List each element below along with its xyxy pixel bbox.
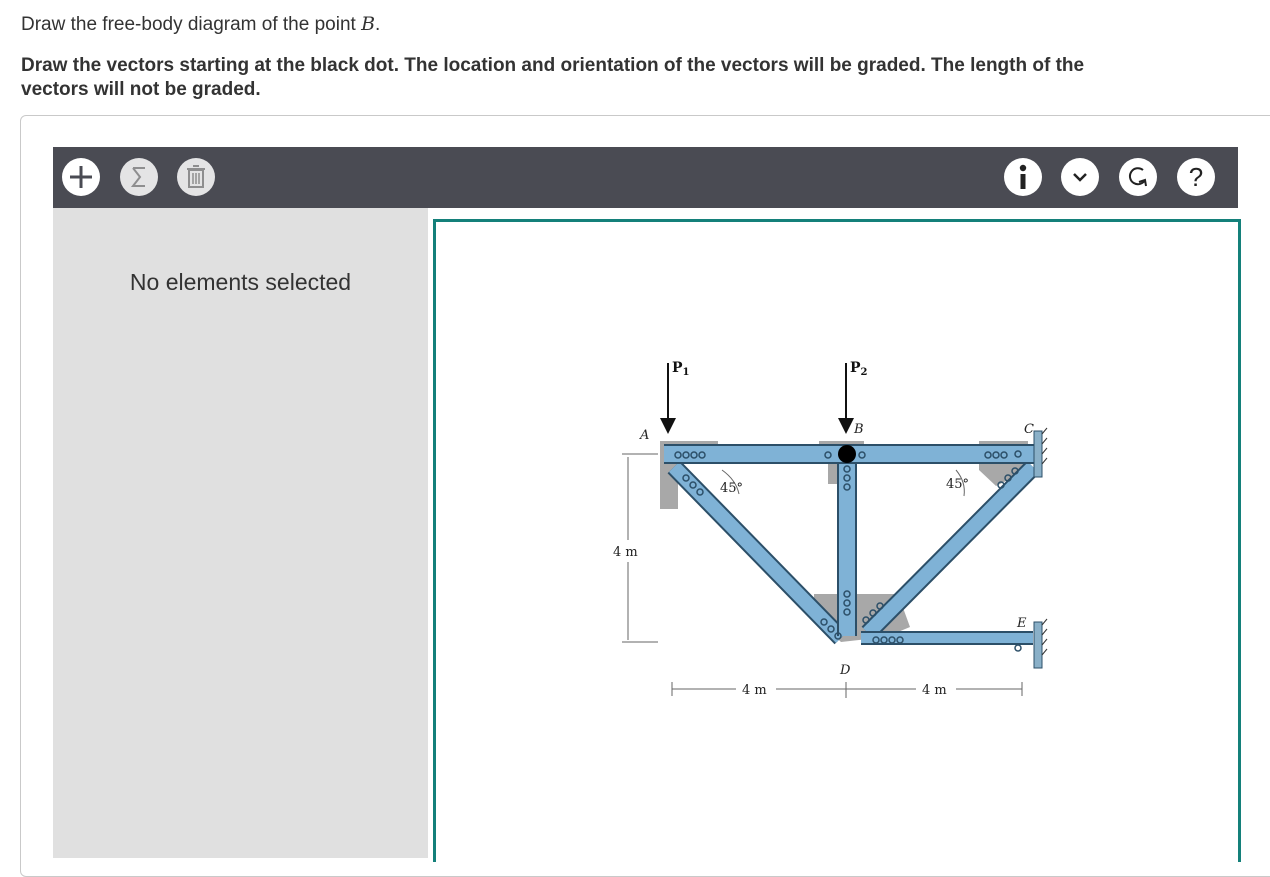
add-button[interactable] xyxy=(62,158,100,196)
help-button[interactable] xyxy=(1177,158,1215,196)
help-icon xyxy=(1177,158,1215,196)
label-b: B xyxy=(854,422,864,437)
point-variable: B xyxy=(361,13,376,35)
info-icon xyxy=(1004,158,1042,196)
p1-label: $P_1$ xyxy=(672,360,690,378)
angle-left-label: 45° xyxy=(720,481,744,496)
label-a: A xyxy=(640,428,650,443)
label-d: D xyxy=(840,663,851,678)
span-left-label: 4 m xyxy=(742,683,767,698)
label-c: C xyxy=(1024,422,1034,437)
truss-figure xyxy=(436,222,1238,862)
point-b-dot[interactable] xyxy=(838,445,856,463)
trash-icon xyxy=(177,158,215,196)
label-e: E xyxy=(1017,616,1027,631)
delete-button[interactable] xyxy=(177,158,215,196)
svg-text:?: ? xyxy=(1188,162,1204,192)
reset-icon xyxy=(1119,158,1157,196)
sigma-icon xyxy=(120,158,158,196)
instruction-text: Draw the vectors starting at the black dot. The location and orientation of the vectors will be graded. The length of the vectors will not be graded. xyxy=(21,55,1085,100)
span-right-label: 4 m xyxy=(922,683,947,698)
toolbar xyxy=(53,147,1238,208)
selection-status: No elements selected xyxy=(129,269,352,295)
drawing-canvas[interactable] xyxy=(433,219,1241,862)
plus-icon xyxy=(62,158,100,196)
question-line xyxy=(21,13,380,36)
info-button[interactable] xyxy=(1004,158,1042,196)
expand-button[interactable] xyxy=(1061,158,1099,196)
question-text: Draw the free-body diagram of the point xyxy=(21,14,356,35)
p2-label: $P_2$ xyxy=(850,360,868,378)
question-period: . xyxy=(375,14,381,35)
reset-button[interactable] xyxy=(1119,158,1157,196)
support-c xyxy=(1034,428,1047,477)
height-label: 4 m xyxy=(613,545,638,560)
sum-button[interactable] xyxy=(120,158,158,196)
properties-panel xyxy=(53,208,428,858)
angle-right-label: 45° xyxy=(946,477,970,492)
chevron-down-icon xyxy=(1061,158,1099,196)
support-e xyxy=(1034,619,1047,668)
